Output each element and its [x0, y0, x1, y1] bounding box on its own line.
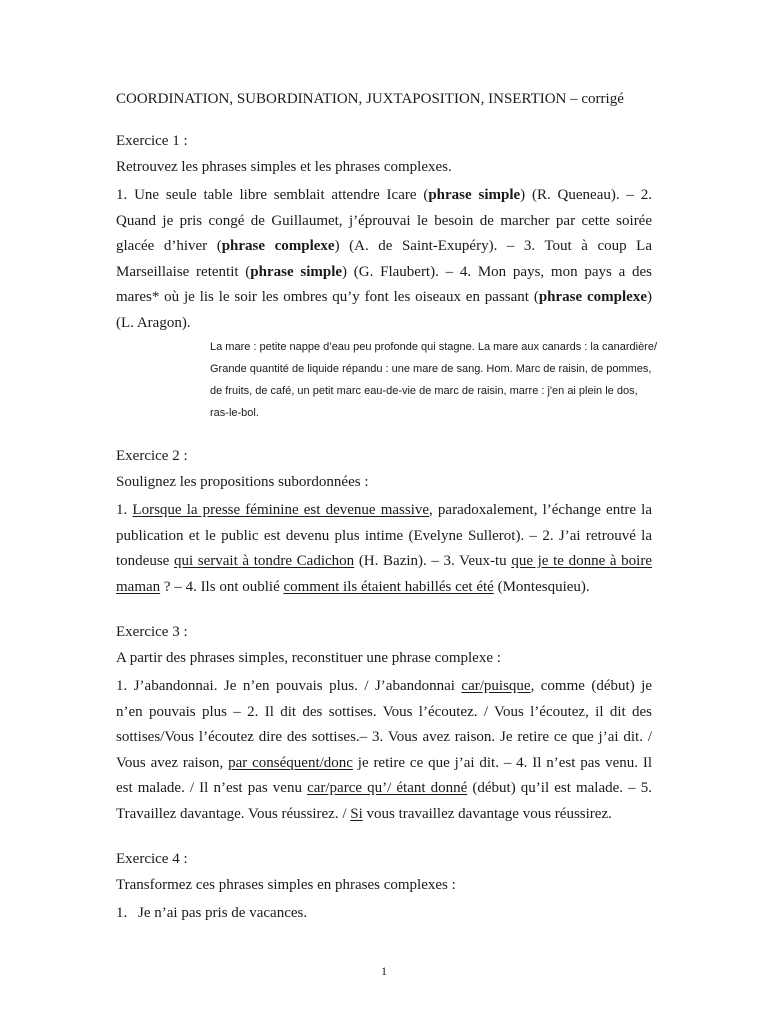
text-run: (Montesquieu).	[493, 578, 590, 595]
exercise-2-text	[116, 498, 652, 600]
answer-bold: phrase complexe	[538, 289, 647, 305]
text-run: ) (L. Aragon).	[116, 289, 652, 331]
answer-underlined: car/puisque	[461, 678, 531, 694]
text-run: , paradoxalement, l’échange entre la publication et le public est devenu plus intime (Evelyne Sullerot). – 2. J’ai retrouvé la tondeuse	[116, 502, 652, 569]
exercise-1-text	[116, 183, 652, 336]
text-run: vous travaillez davantage vous réussirez.	[362, 805, 612, 822]
exercise-4-instruction: Transformez ces phrases simples en phrases complexes :	[116, 877, 456, 893]
exercise-3-instruction: A partir des phrases simples, reconstituer une phrase complexe :	[116, 650, 501, 666]
exercise-1-heading: Exercice 1 :	[116, 133, 188, 149]
document-body	[116, 89, 658, 948]
exercise-1	[116, 131, 658, 424]
exercise-3-text	[116, 674, 652, 827]
page-number: 1	[381, 964, 387, 978]
document-title: COORDINATION, SUBORDINATION, JUXTAPOSITION, INSERTION – corrigé	[116, 91, 624, 107]
exercise-4	[116, 849, 652, 926]
answer-bold: phrase simple	[428, 187, 521, 203]
list-item-text: Je n’ai pas pris de vacances.	[138, 905, 308, 921]
answer-underlined: comment ils étaient habillés cet été	[283, 578, 494, 595]
text-run: ) (A. de Saint-Exupéry). – 3. Tout à coup La Marseillaise retentit (	[116, 238, 652, 280]
list-item-number: 1.	[116, 905, 128, 921]
text-run: ? – 4. Ils ont oublié	[160, 578, 284, 595]
text-run: 1.	[116, 502, 133, 518]
exercise-2-instruction: Soulignez les propositions subordonnées :	[116, 474, 369, 490]
answer-underlined: Lorsque la presse féminine est devenue massive	[132, 502, 430, 518]
text-run: 1. Une seule table libre semblait attendre Icare (	[116, 187, 429, 203]
footnote-mare: La mare : petite nappe d’eau peu profonde qui stagne. La mare aux canards : la canardière/ Grande quantité de liquide répandu : une mare de sang. Hom. Marc de raisin, de pommes, de fruits, de café, un petit marc eau-de-vie de marc de raisin, marre : j'en ai plein le dos, ras-le-bol.	[210, 341, 658, 419]
answer-underlined: par conséquent/donc	[228, 754, 353, 771]
exercise-3	[116, 622, 652, 827]
exercise-3-heading: Exercice 3 :	[116, 624, 188, 640]
list-item	[116, 901, 652, 926]
text-run: je retire ce que j’ai dit. – 4. Il n’est pas venu. Il est malade. / Il n’est pas venu	[116, 754, 652, 796]
answer-underlined: que je te donne à boire maman	[116, 553, 652, 595]
text-run: 1. J’abandonnai. Je n’en pouvais plus. / J’abandonnai	[116, 678, 462, 694]
exercise-2	[116, 446, 652, 600]
answer-bold: phrase simple	[250, 263, 343, 280]
answer-underlined: Si	[350, 805, 363, 822]
text-run: ) (R. Queneau). – 2. Quand je pris congé de Guillaumet, j’éprouvai le besoin de marcher par cette soirée glacée d’hiver (	[116, 187, 652, 254]
answer-bold: phrase complexe	[221, 238, 335, 254]
answer-underlined: qui servait à tondre Cadichon	[173, 553, 355, 569]
exercise-4-heading: Exercice 4 :	[116, 851, 188, 867]
text-run: (H. Bazin). – 3. Veux-tu	[354, 553, 512, 569]
text-run: (début) qu’il est malade. – 5. Travaillez davantage. Vous réussirez. /	[116, 780, 652, 822]
exercise-1-instruction: Retrouvez les phrases simples et les phrases complexes.	[116, 159, 452, 175]
text-run: , comme (début) je n’en pouvais plus – 2. Il dit des sottises. Vous l’écoutez. / Vous l’écoutez, il dit des sottises/Vous l’écoutez dire des sottises.– 3. Vous avez raison. Je retire ce que j’ai dit. / Vous avez raison,	[116, 678, 653, 771]
answer-underlined: car/parce qu’/ étant donné	[307, 780, 468, 796]
exercise-2-heading: Exercice 2 :	[116, 448, 188, 464]
text-run: ) (G. Flaubert). – 4. Mon pays, mon pays a des mares* où je lis le soir les ombres qu’y font les oiseaux en passant (	[116, 263, 652, 305]
